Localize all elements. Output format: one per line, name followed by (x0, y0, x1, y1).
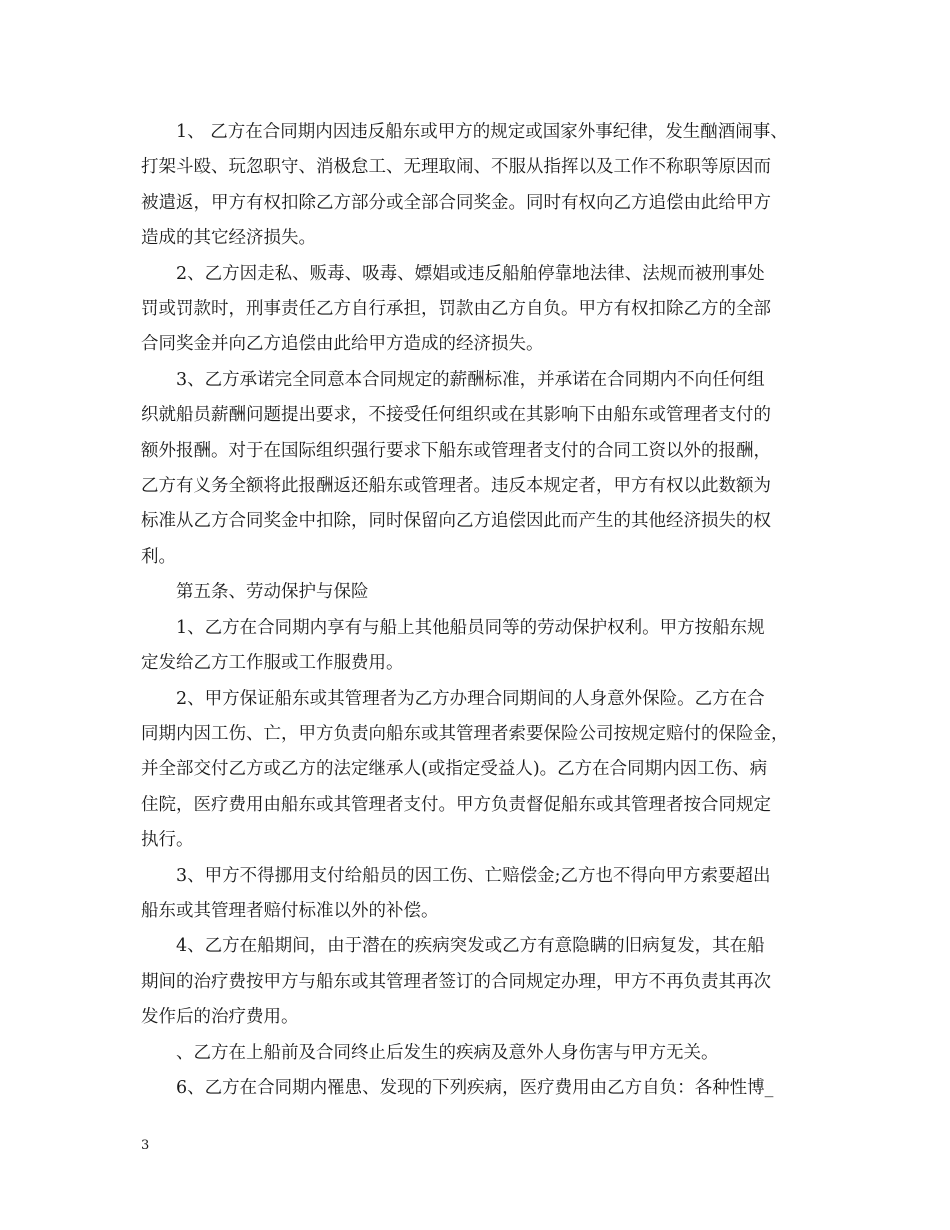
text-line: 期间的治疗费按甲方与船东或其管理者签订的合同规定办理，甲方不再负责其再次 (141, 971, 771, 992)
text-line: 发作后的治疗费用。 (141, 1007, 299, 1028)
body-text (141, 115, 811, 1106)
text-line: 3、甲方不得挪用支付给船员的因工伤、亡赔偿金;乙方也不得向甲方索要超出 (176, 865, 771, 886)
text-line: 住院，医疗费用由船东或其管理者支付。甲方负责督促船东或其管理者按合同规定 (141, 794, 771, 815)
text-line: 同期内因工伤、亡，甲方负责向船东或其管理者索要保险公司按规定赔付的保险金， (141, 723, 789, 744)
text-line: 定发给乙方工作服或工作服费用。 (141, 653, 404, 674)
page-number: 3 (141, 1138, 150, 1153)
text-line: 3、乙方承诺完全同意本合同规定的薪酬标准，并承诺在合同期内不向任何组 (176, 369, 765, 390)
text-line: 2、甲方保证船东或其管理者为乙方办理合同期间的人身意外保险。乙方在合 (176, 688, 765, 709)
text-line: 6、乙方在合同期内罹患、发现的下列疾病，医疗费用由乙方自负：各种性博_ (176, 1077, 774, 1098)
text-line: 被遣返，甲方有权扣除乙方部分或全部合同奖金。同时有权向乙方追偿由此给甲方 (141, 192, 771, 213)
text-line: 合同奖金并向乙方追偿由此给甲方造成的经济损失。 (141, 334, 544, 355)
text-line: 额外报酬。对于在国际组织强行要求下船东或管理者支付的合同工资以外的报酬， (141, 440, 771, 461)
text-line: 打架斗殴、玩忽职守、消极怠工、无理取闹、不服从指挥以及工作不称职等原因而 (141, 157, 771, 178)
text-line: 1、 乙方在合同期内因违反船东或甲方的规定或国家外事纪律，发生酗酒闹事、 (176, 122, 788, 142)
text-line: 、乙方在上船前及合同终止后发生的疾病及意外人身伤害与甲方无关。 (176, 1042, 719, 1063)
text-line: 利。 (141, 546, 176, 567)
text-line: 4、乙方在船期间，由于潜在的疾病突发或乙方有意隐瞒的旧病复发，其在船 (176, 936, 765, 957)
section-heading: 第五条、劳动保护与保险 (176, 582, 369, 603)
text-line: 标准从乙方合同奖金中扣除，同时保留向乙方追偿因此而产生的其他经济损失的权 (141, 511, 771, 532)
text-line: 罚或罚款时，刑事责任乙方自行承担，罚款由乙方自负。甲方有权扣除乙方的全部 (141, 299, 771, 320)
text-line: 执行。 (141, 830, 194, 851)
text-line: 并全部交付乙方或乙方的法定继承人(或指定受益人)。乙方在合同期内因工伤、病 (141, 759, 768, 780)
text-line: 船东或其管理者赔付标准以外的补偿。 (141, 900, 439, 921)
text-line: 1、乙方在合同期内享有与船上其他船员同等的劳动保护权利。甲方按船东规 (176, 617, 765, 638)
text-line: 2、乙方因走私、贩毒、吸毒、嫖娼或违反船舶停靠地法律、法规而被刑事处 (176, 263, 765, 284)
text-line: 造成的其它经济损失。 (141, 228, 316, 249)
text-line: 乙方有义务全额将此报酬返还船东或管理者。违反本规定者，甲方有权以此数额为 (141, 476, 771, 497)
text-line: 织就船员薪酬问题提出要求，不接受任何组织或在其影响下由船东或管理者支付的 (141, 405, 771, 426)
